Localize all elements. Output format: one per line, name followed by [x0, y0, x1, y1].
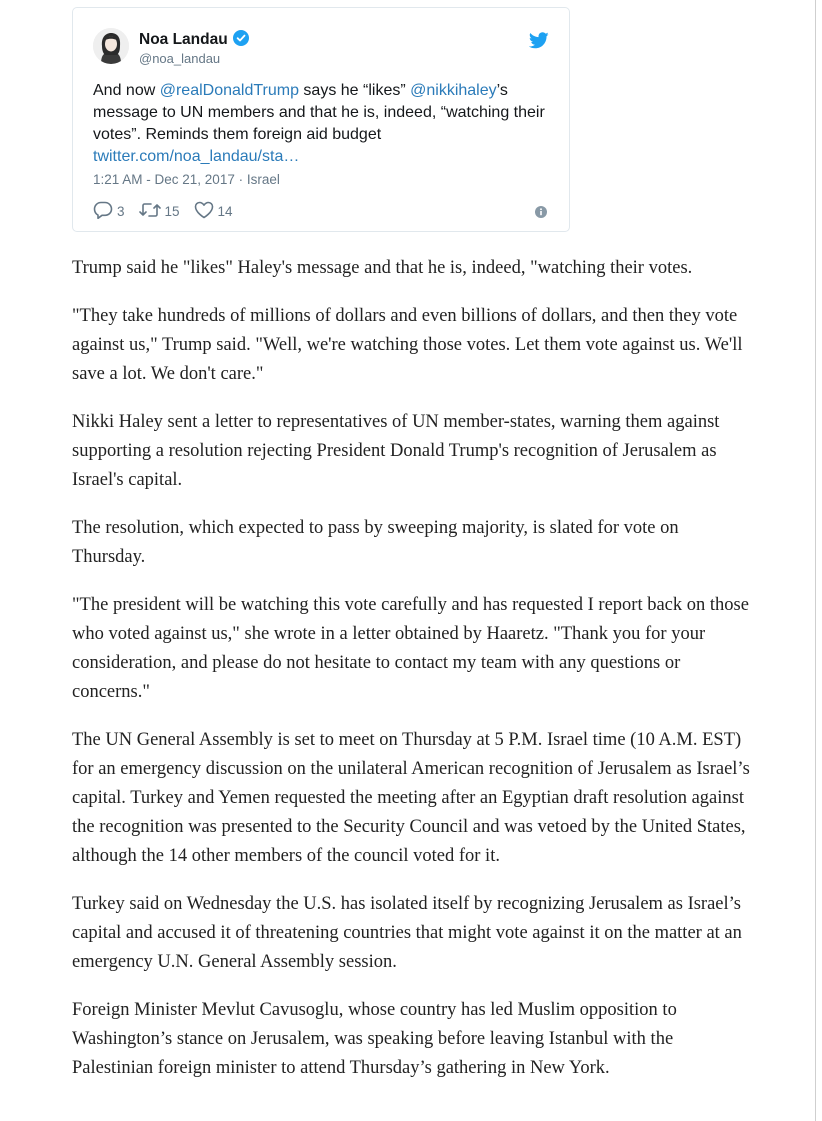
- retweet-icon: [139, 202, 165, 221]
- mention-link[interactable]: @realDonaldTrump: [159, 82, 299, 99]
- like-button[interactable]: [194, 201, 233, 222]
- avatar[interactable]: [93, 28, 129, 64]
- tweet-author-handle[interactable]: @noa_landau: [139, 51, 221, 66]
- retweet-count: 15: [164, 204, 180, 219]
- tweet-text-segment: And now: [93, 82, 160, 99]
- mention-link[interactable]: @nikkihaley: [410, 82, 497, 99]
- article-paragraph: "They take hundreds of millions of dollars and even billions of dollars, and then they vote against us," Trump said. "Well, we're watching those votes. Let them vote against us. We'll save a lot. We don't care.": [72, 306, 743, 384]
- reply-button[interactable]: [93, 201, 125, 222]
- info-icon[interactable]: [535, 205, 547, 223]
- twitter-bird-icon[interactable]: [529, 32, 549, 54]
- like-count: 14: [217, 204, 233, 219]
- article-paragraph: Nikki Haley sent a letter to representatives of UN member-states, warning them against supporting a resolution rejecting President Donald Trump's recognition of Jerusalem as Israel's capital.: [72, 412, 720, 490]
- tweet-text-segment: ’s message to UN members and that he is, indeed, “watching their votes”. Reminds them foreign aid budget: [93, 82, 545, 143]
- article-paragraph: Trump said he "likes" Haley's message and that he is, indeed, "watching their votes.: [72, 258, 693, 278]
- article-paragraph: "The president will be watching this vote carefully and has requested I report back on those who voted against us," she wrote in a letter obtained by Haaretz. "Thank you for your consideration, and please do not hesitate to contact my team with any questions or concerns.": [72, 595, 749, 702]
- reply-icon: [93, 201, 117, 222]
- embedded-tweet[interactable]: [72, 7, 570, 232]
- article-paragraph: The UN General Assembly is set to meet on Thursday at 5 P.M. Israel time (10 A.M. EST) for an emergency discussion on the unilateral American recognition of Jerusalem as Israel’s capital. Turkey and Yemen requested the meeting after an Egyptian draft resolution against the recognition was presented to the Security Council and was vetoed by the United States, although the 14 other members of the council voted for it.: [72, 730, 750, 866]
- tweet-text-segment: says he “likes”: [298, 82, 411, 99]
- article-paragraph: Turkey said on Wednesday the U.S. has isolated itself by recognizing Jerusalem as Israel’s capital and accused it of threatening countries that might vote against it on the matter at an emergency U.N. General Assembly session.: [72, 894, 742, 972]
- article-body: [72, 254, 752, 1102]
- tweet-timestamp[interactable]: 1:21 AM - Dec 21, 2017 · Israel: [93, 172, 280, 187]
- author-name-text: Noa Landau: [139, 31, 228, 48]
- tweet-author-name[interactable]: [139, 30, 249, 51]
- tweet-actions: [93, 201, 247, 222]
- article-paragraph: The resolution, which expected to pass by sweeping majority, is slated for vote on Thursday.: [72, 518, 679, 567]
- article-paragraph: Foreign Minister Mevlut Cavusoglu, whose country has led Muslim opposition to Washington’s stance on Jerusalem, was speaking before leaving Istanbul with the Palestinian foreign minister to attend Thursday’s gathering in New York.: [72, 1000, 677, 1078]
- like-icon: [194, 201, 218, 222]
- tweet-text: [93, 80, 553, 168]
- reply-count: 3: [117, 204, 125, 219]
- tweet-url-link[interactable]: twitter.com/noa_landau/sta…: [93, 148, 300, 165]
- retweet-button[interactable]: [139, 202, 180, 221]
- verified-badge-icon: [233, 30, 249, 51]
- page-border: [815, 0, 816, 1121]
